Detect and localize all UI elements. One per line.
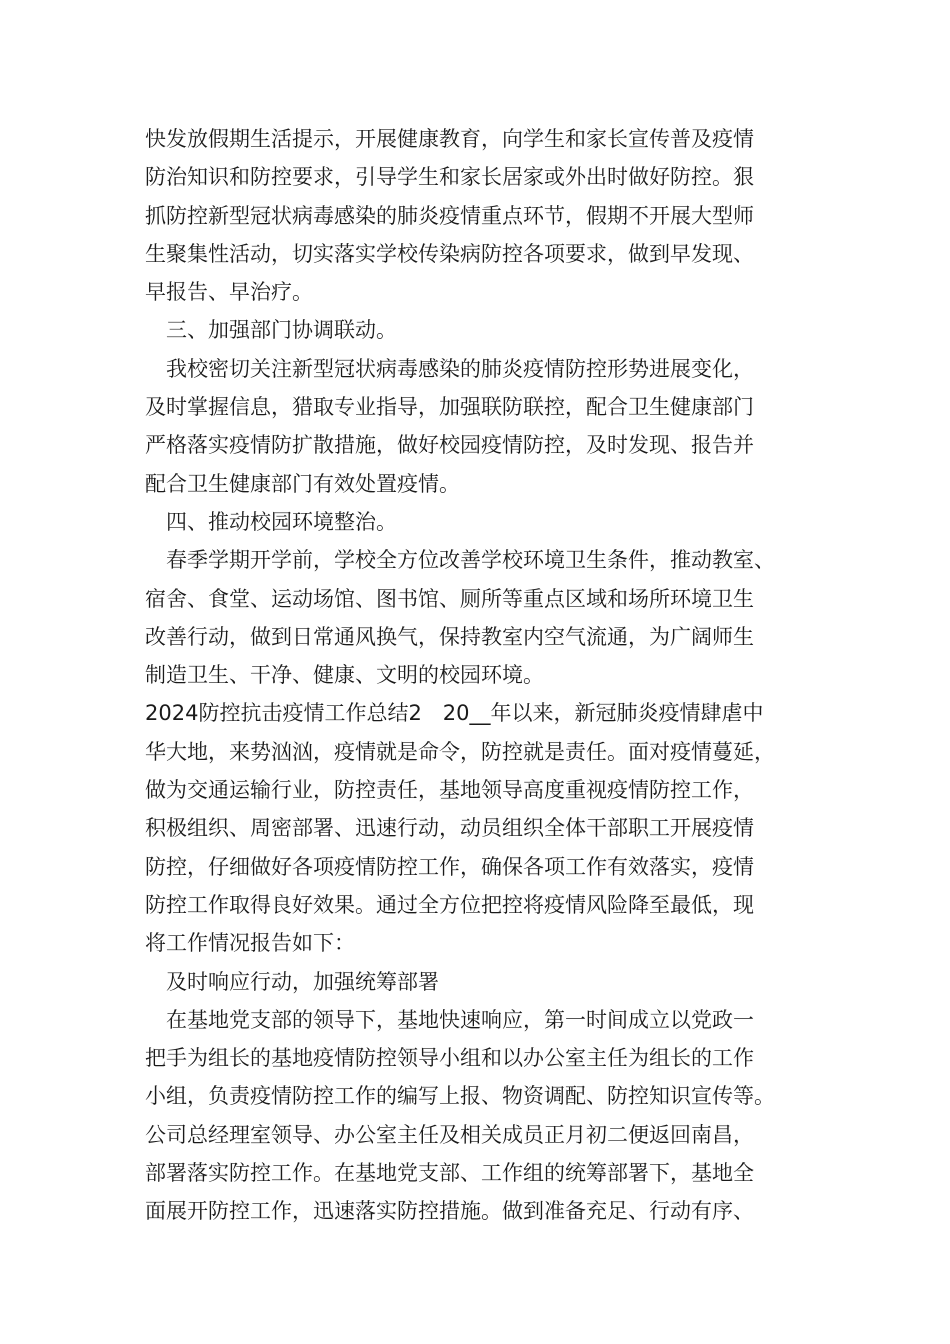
text-line: 四、推动校园环境整治。	[166, 509, 397, 534]
document-body	[145, 120, 835, 1231]
text-line: 配合卫生健康部门有效处置疫情。	[145, 471, 460, 496]
text-line: 把手为组长的基地疫情防控领导小组和以办公室主任为组长的工作	[145, 1046, 754, 1071]
text-line: 及时响应行动，加强统筹部署	[166, 969, 439, 994]
text-line: 防控工作取得良好效果。通过全方位把控将疫情风险降至最低，现	[145, 892, 754, 917]
text-line: 严格落实疫情防扩散措施，做好校园疫情防控，及时发现、报告并	[145, 433, 754, 458]
text-line: 面展开防控工作，迅速落实防控措施。做到准备充足、行动有序、	[145, 1199, 754, 1224]
text-line: 我校密切关注新型冠状病毒感染的肺炎疫情防控形势进展变化，	[166, 356, 754, 381]
text-line: 制造卫生、干净、健康、文明的校园环境。	[145, 663, 544, 688]
text-line: 做为交通运输行业，防控责任，基地领导高度重视疫情防控工作，	[145, 778, 754, 803]
text-line: 在基地党支部的领导下，基地快速响应，第一时间成立以党政一	[166, 1007, 754, 1032]
text-line: 部署落实防控工作。在基地党支部、工作组的统筹部署下，基地全	[145, 1161, 754, 1186]
text-line: 改善行动，做到日常通风换气，保持教室内空气流通，为广阔师生	[145, 624, 754, 649]
text-line: 将工作情况报告如下：	[145, 931, 355, 956]
text-line: 三、加强部门协调联动。	[166, 318, 397, 343]
text-line: 春季学期开学前，学校全方位改善学校环境卫生条件，推动教室、	[166, 548, 775, 573]
text-line: 生聚集性活动，切实落实学校传染病防控各项要求，做到早发现、	[145, 241, 754, 266]
text-line: 公司总经理室领导、办公室主任及相关成员正月初二便返回南昌，	[145, 1122, 754, 1147]
text-line: 防控，仔细做好各项疫情防控工作，确保各项工作有效落实，疫情	[145, 854, 754, 879]
text-line: 抓防控新型冠状病毒感染的肺炎疫情重点环节，假期不开展大型师	[145, 203, 754, 228]
text-line: 积极组织、周密部署、迅速行动，动员组织全体干部职工开展疫情	[145, 816, 754, 841]
text-line: 及时掌握信息，猎取专业指导，加强联防联控，配合卫生健康部门	[145, 395, 754, 420]
text-line: 宿舍、食堂、运动场馆、图书馆、厕所等重点区域和场所环境卫生	[145, 586, 754, 611]
text-line: 2024防控抗击疫情工作总结2 20__年以来，新冠肺炎疫情肆虐中	[145, 701, 764, 726]
text-line: 华大地，来势汹汹，疫情就是命令，防控就是责任。面对疫情蔓延，	[145, 739, 775, 764]
text-line: 快发放假期生活提示，开展健康教育，向学生和家长宣传普及疫情	[145, 127, 754, 151]
text-line: 小组，负责疫情防控工作的编写上报、物资调配、防控知识宣传等。	[145, 1084, 775, 1109]
text-line: 防治知识和防控要求，引导学生和家长居家或外出时做好防控。狠	[145, 165, 754, 190]
text-line: 早报告、早治疗。	[145, 280, 313, 305]
